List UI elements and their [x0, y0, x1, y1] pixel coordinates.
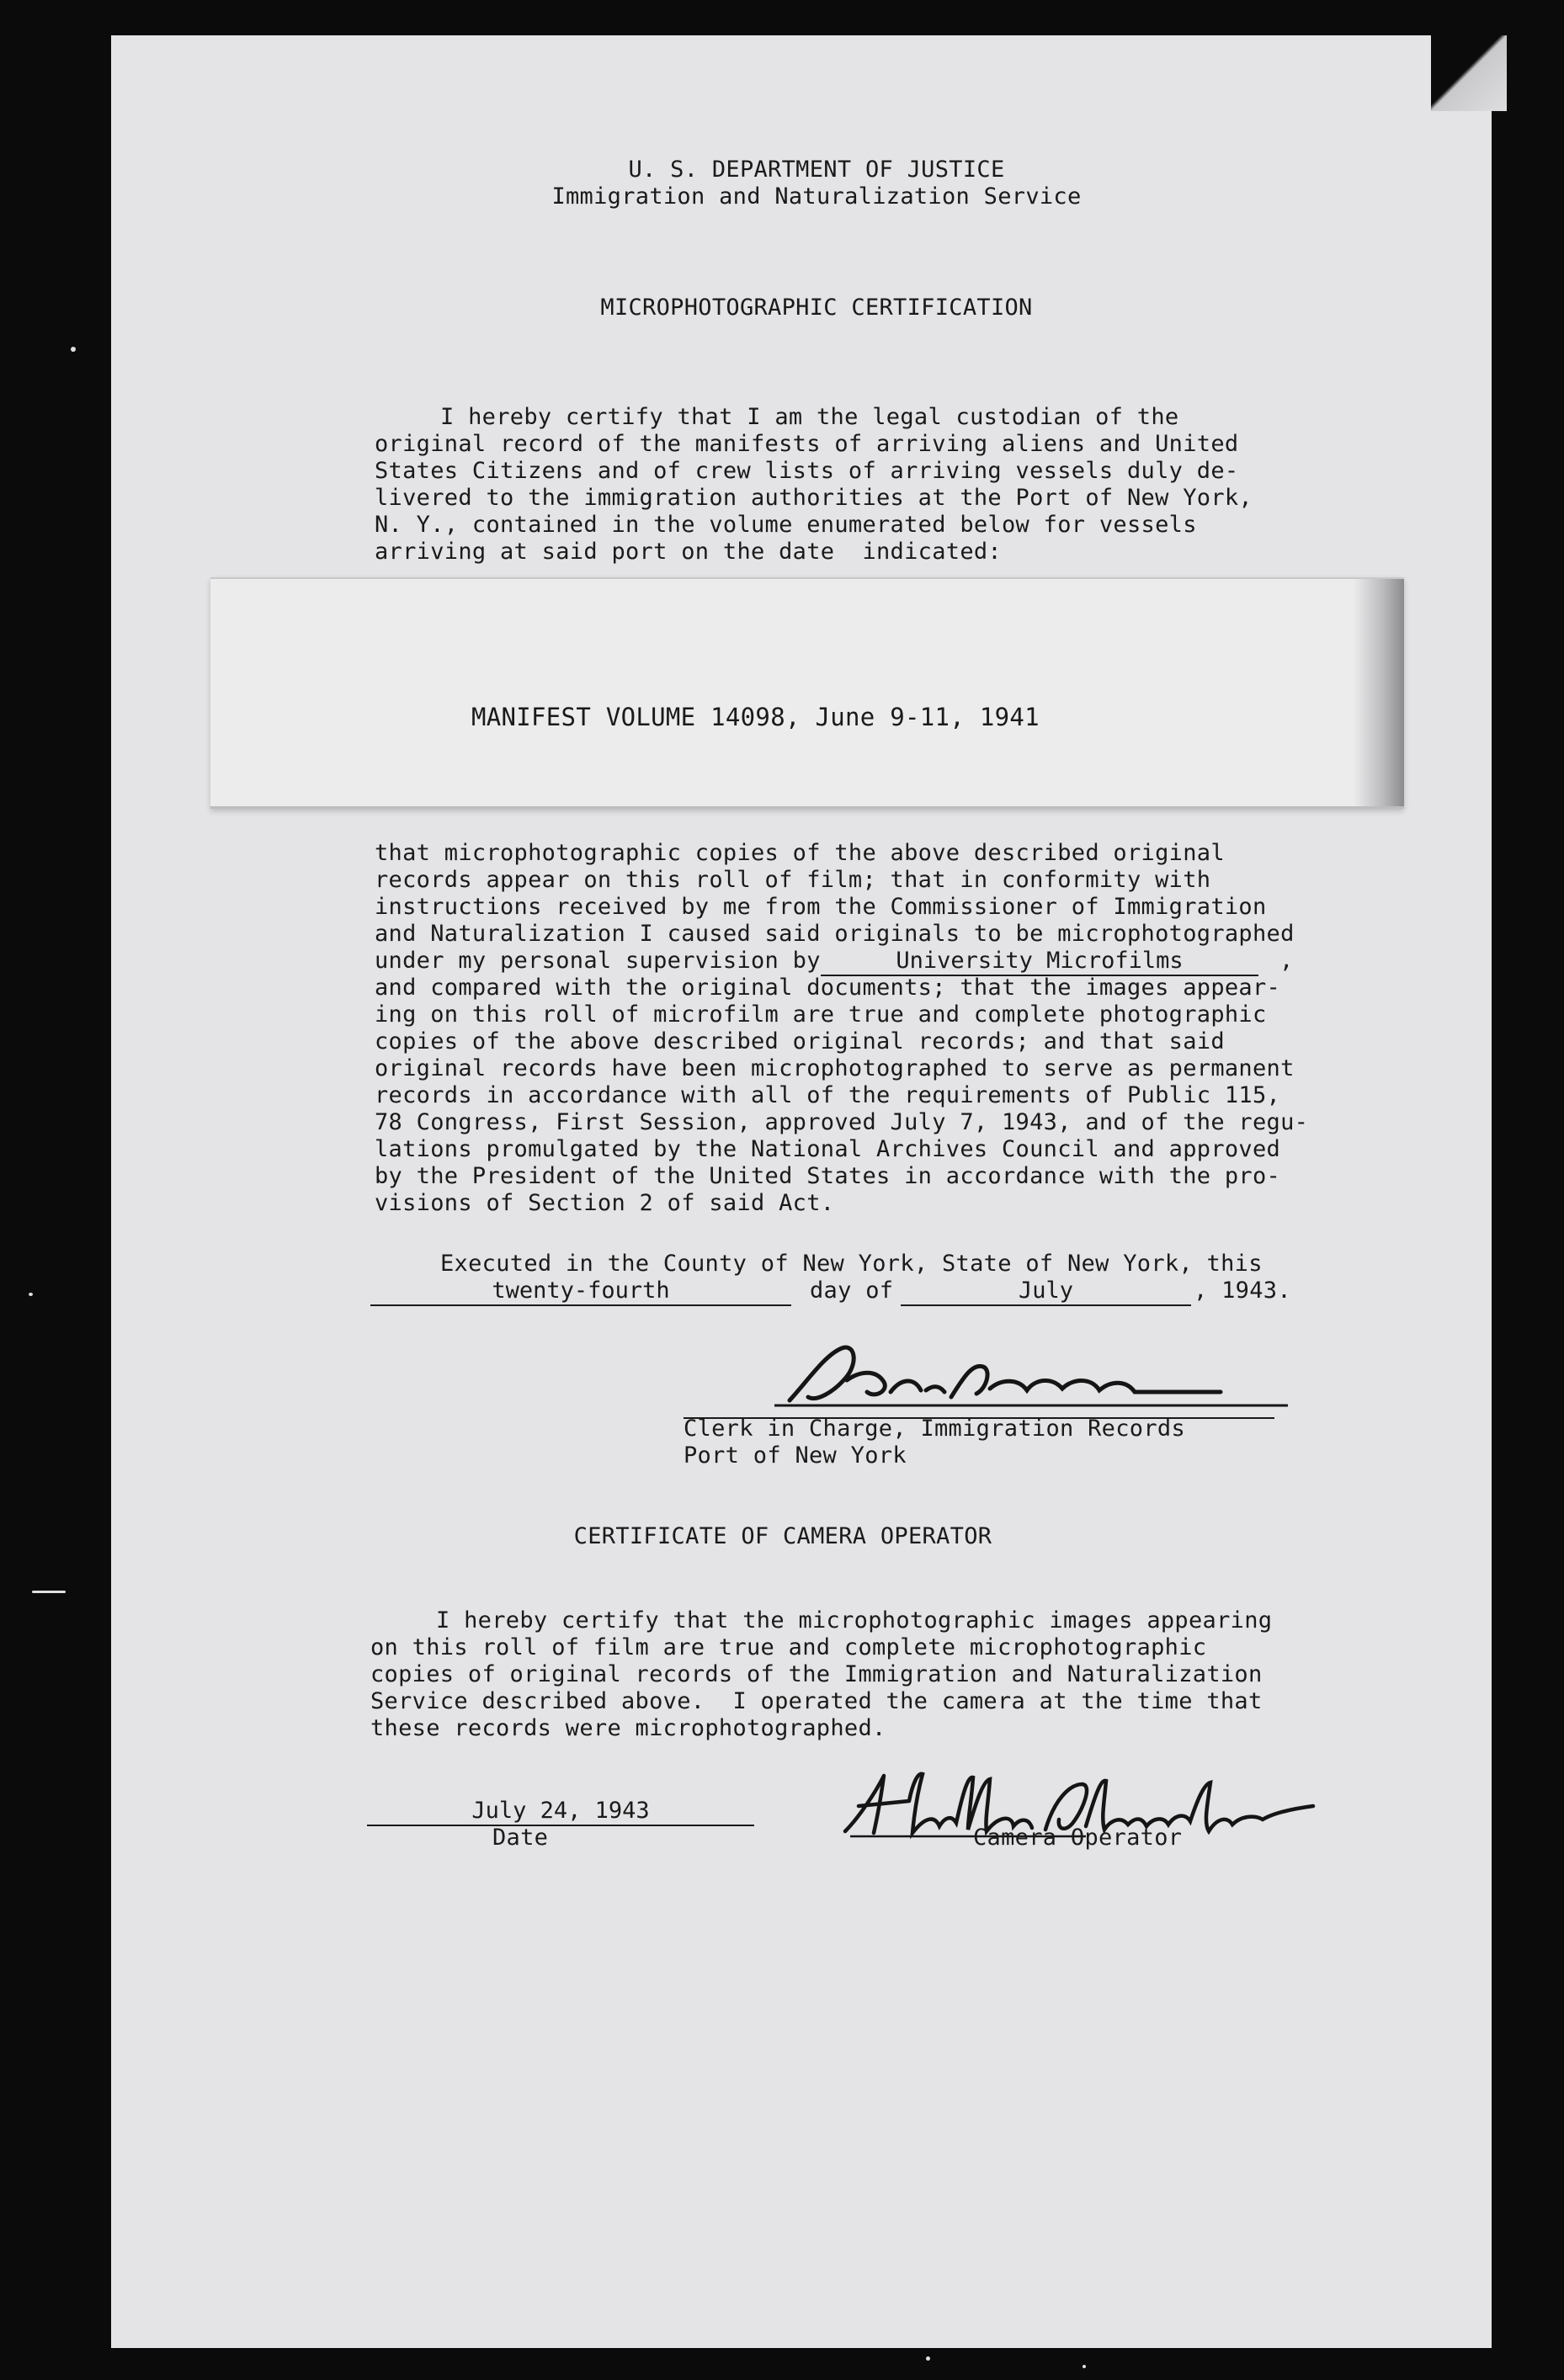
intro-line: N. Y., contained in the volume enumerated below for vessels — [375, 512, 1197, 538]
date-label: Date — [492, 1825, 549, 1851]
certification-title: MICROPHOTOGRAPHIC CERTIFICATION — [600, 295, 1033, 321]
body-line: by the President of the United States in accordance with the pro- — [375, 1163, 1281, 1189]
day-of-label: day of — [810, 1278, 894, 1304]
signer-title: Clerk in Charge, Immigration Records — [684, 1416, 1185, 1442]
signer-location: Port of New York — [684, 1442, 907, 1469]
operator-date-fill-in: July 24, 1943 — [367, 1798, 754, 1826]
film-speck — [926, 2356, 930, 2361]
camera-certificate-line: these records were microphotographed. — [370, 1715, 886, 1741]
body-line: copies of the above described original records; and that said — [375, 1028, 1225, 1055]
page-corner-fold — [1431, 35, 1507, 111]
executed-year: , 1943. — [1194, 1278, 1291, 1304]
supervisor-fill-in: University Microfilms — [821, 948, 1258, 976]
intro-line: livered to the immigration authorities at the Port of New York, — [375, 485, 1253, 511]
intro-line: I hereby certify that I am the legal custodian of the — [440, 404, 1179, 430]
executed-day-fill-in: twenty-fourth — [370, 1278, 791, 1306]
body-line: lations promulgated by the National Archives Council and approved — [375, 1136, 1281, 1162]
body-line: original records have been microphotographed to serve as permanent — [375, 1055, 1295, 1081]
camera-certificate-line: I hereby certify that the microphotographic images appearing — [436, 1607, 1273, 1634]
service-heading: Immigration and Naturalization Service — [551, 183, 1082, 210]
intro-line: arriving at said port on the date indicated: — [375, 539, 1002, 565]
intro-line: original record of the manifests of arriving aliens and United — [375, 431, 1239, 457]
camera-certificate-line: on this roll of film are true and complete microphotographic — [370, 1634, 1207, 1660]
body-line: 78 Congress, First Session, approved July 7, 1943, and of the regu- — [375, 1109, 1309, 1135]
body-line: instructions received by me from the Commissioner of Immigration — [375, 894, 1267, 920]
body-line: and Naturalization I caused said originals to be microphotographed — [375, 921, 1295, 947]
body-line: records in accordance with all of the requirements of Public 115, — [375, 1082, 1281, 1108]
executed-month-fill-in: July — [901, 1278, 1191, 1306]
operator-label: Camera Operator — [973, 1825, 1183, 1851]
intro-line: States Citizens and of crew lists of arriving vessels duly de- — [375, 458, 1239, 484]
manifest-label-strip — [210, 577, 1404, 809]
body-line: under my personal supervision by — [375, 948, 821, 974]
body-line: and compared with the original documents; that the images appear- — [375, 975, 1281, 1001]
film-speck — [29, 1293, 33, 1296]
body-line-comma: , — [1279, 948, 1294, 974]
executed-statement: Executed in the County of New York, State of New York, this — [440, 1251, 1263, 1277]
camera-certificate-line: Service described above. I operated the camera at the time that — [370, 1688, 1263, 1714]
camera-certificate-title: CERTIFICATE OF CAMERA OPERATOR — [573, 1523, 992, 1549]
body-line: records appear on this roll of film; that in conformity with — [375, 867, 1211, 893]
body-line: ing on this roll of microfilm are true and complete photographic — [375, 1001, 1267, 1028]
film-speck — [1083, 2365, 1086, 2368]
manifest-volume-label: MANIFEST VOLUME 14098, June 9-11, 1941 — [471, 703, 1040, 731]
strip-shadow — [1354, 579, 1404, 806]
clerk-signature — [749, 1330, 1305, 1422]
camera-certificate-line: copies of original records of the Immigration and Naturalization — [370, 1661, 1263, 1687]
department-heading: U. S. DEPARTMENT OF JUSTICE — [628, 157, 1005, 183]
film-speck — [32, 1591, 66, 1593]
body-line: that microphotographic copies of the above described original — [375, 840, 1225, 866]
film-speck — [71, 347, 76, 352]
body-line: visions of Section 2 of said Act. — [375, 1190, 835, 1216]
